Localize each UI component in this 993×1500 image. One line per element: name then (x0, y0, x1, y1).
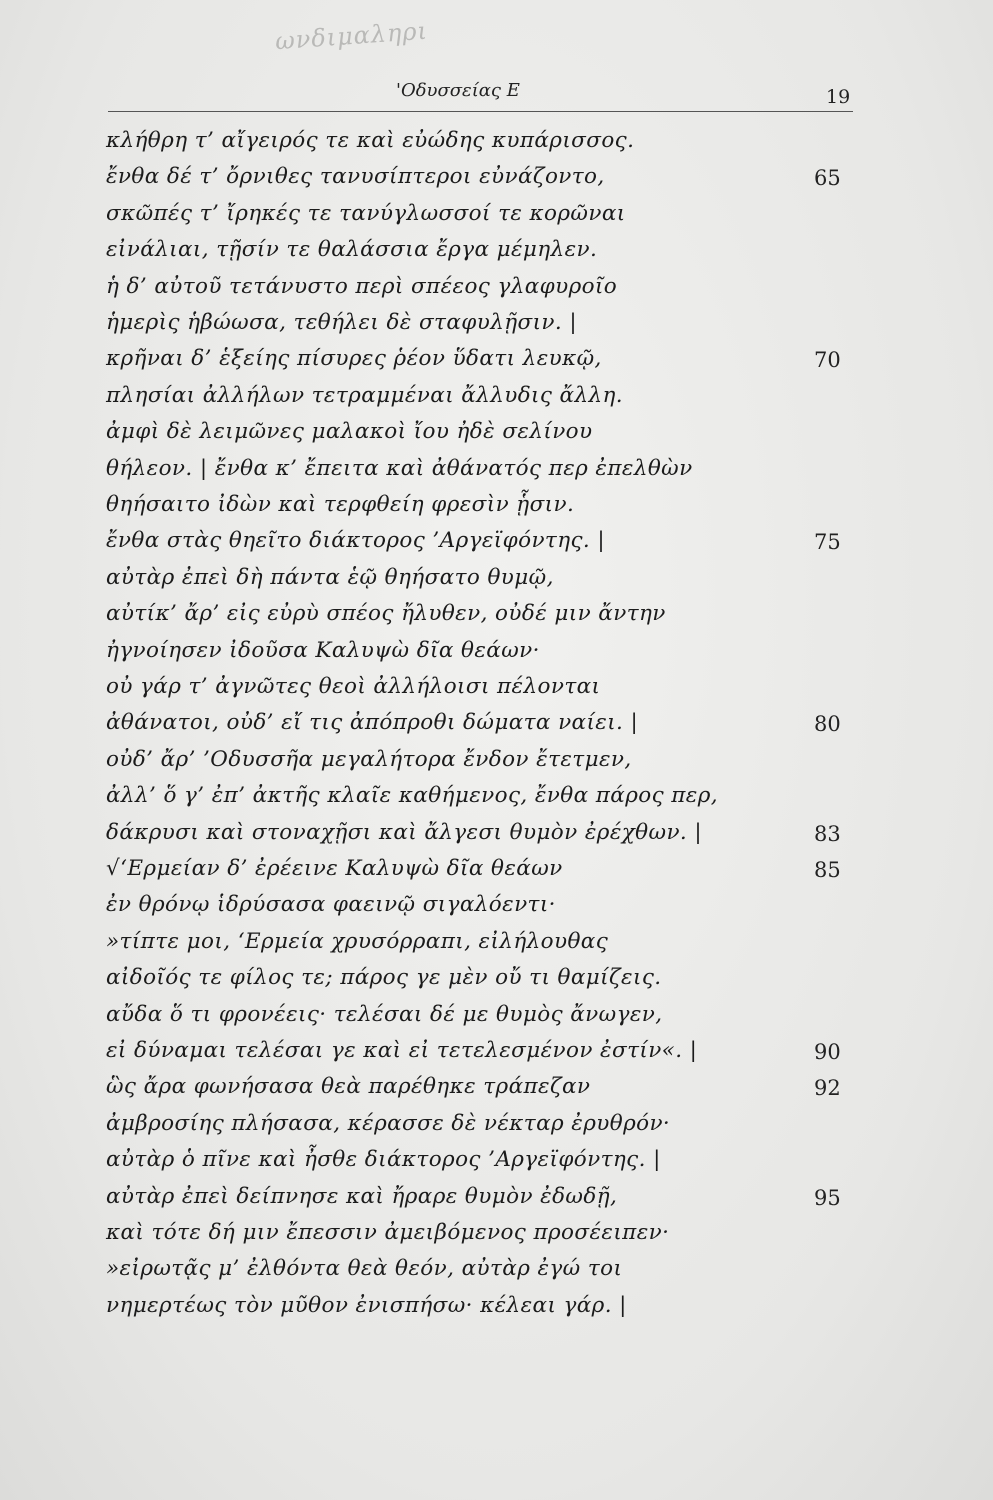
verse-line: θηήσαιτο ἰδὼν καὶ τερφθείη φρεσὶν ᾗσιν. (106, 492, 575, 517)
verse-line: »εἰρωτᾷς μ’ ἐλθόντα θεὰ θεόν, αὐτὰρ ἐγώ τοι (106, 1256, 623, 1282)
running-head: 'Οδυσσείας Ε (396, 80, 520, 101)
verse-line: ἀλλ’ ὅ γ’ ἐπ’ ἀκτῆς κλαῖε καθήμενος, ἔνθα πάρος περ, (106, 783, 719, 809)
line-number: 85 (814, 858, 841, 882)
line-number: 80 (814, 712, 841, 737)
verse-line: καὶ τότε δή μιν ἔπεσσιν ἀμειβόμενος προσέειπεν· (106, 1220, 670, 1245)
verse-line: κλήθρη τ’ αἴγειρός τε καὶ εὐώδης κυπάρισσος. (106, 128, 635, 153)
pencil-annotation: ωνδιμαληρι (274, 16, 429, 56)
verse-line: ὣς ἄρα φωνήσασα θεὰ παρέθηκε τράπεζαν (106, 1074, 591, 1100)
verse-line: √‘Ερμείαν δ’ ἐρέεινε Καλυψὼ δῖα θεάων (106, 856, 563, 881)
verse-line: ἡ δ’ αὐτοῦ τετάνυστο περὶ σπέεος γλαφυροῖο (106, 273, 618, 299)
verse-line: νημερτέως τὸν μῦθον ἐνισπήσω· κέλεαι γάρ. | (106, 1292, 627, 1318)
verse-line: οὐδ’ ἄρ’ ’Οδυσσῆα μεγαλήτορα ἔνδον ἔτετμεν, (106, 746, 632, 772)
verse-line: ἔνθα δέ τ’ ὄρνιθες τανυσίπτεροι εὐνάζοντο, (106, 164, 605, 190)
verse-line: σκῶπές τ’ ἴρηκές τε τανύγλωσσοί τε κορῶναι (106, 200, 626, 226)
line-number: 70 (814, 348, 841, 373)
verse-line: ἀμβροσίης πλήσασα, κέρασσε δὲ νέκταρ ἐρυθρόν· (106, 1110, 671, 1136)
verse-line: οὐ γάρ τ’ ἀγνῶτες θεοὶ ἀλλήλοισι πέλονται (106, 674, 601, 699)
line-number: 83 (814, 821, 841, 846)
verse-line: αὐτίκ’ ἄρ’ εἰς εὐρὺ σπέος ἤλυθεν, οὐδέ μιν ἄντην (106, 601, 666, 627)
line-number: 65 (814, 166, 841, 191)
verse-line: ἡμερὶς ἡβώωσα, τεθήλει δὲ σταφυλῇσιν. | (106, 310, 577, 335)
verse-line: αἰδοῖός τε φίλος τε; πάρος γε μὲν οὔ τι θαμίζεις. (106, 965, 662, 991)
verse-line: δάκρυσι καὶ στοναχῇσι καὶ ἄλγεσι θυμὸν ἐρέχθων. | (106, 819, 703, 845)
verse-line: πλησίαι ἀλλήλων τετραμμέναι ἄλλυδις ἄλλη. (106, 382, 624, 408)
verse-line: ἠγνοίησεν ἰδοῦσα Καλυψὼ δῖα θεάων· (106, 637, 540, 663)
verse-line: αὐτὰρ ὁ πῖνε καὶ ἦσθε διάκτορος ’Αργεϊφόντης. | (106, 1147, 661, 1173)
verse-line: θήλεον. | ἔνθα κ’ ἔπειτα καὶ ἀθάνατός περ ἐπελθὼν (106, 455, 693, 481)
verse-line: αὐτὰρ ἐπεὶ δείπνησε καὶ ἤραρε θυμὸν ἐδωδῇ, (106, 1183, 618, 1209)
verse-line: αὐτὰρ ἐπεὶ δὴ πάντα ἑῷ θηήσατο θυμῷ, (106, 564, 554, 590)
line-number: 92 (814, 1076, 841, 1101)
verse-line: ἀμφὶ δὲ λειμῶνες μαλακοὶ ἴου ἠδὲ σελίνου (106, 419, 593, 445)
verse-line: κρῆναι δ’ ἑξείης πίσυρες ῥέον ὕδατι λευκῷ, (106, 346, 602, 372)
verse-line: »τίπτε μοι, ‘Ερμεία χρυσόρραπι, εἰλήλουθας (106, 928, 609, 954)
line-number: 75 (814, 530, 841, 555)
line-number: 90 (814, 1040, 841, 1064)
verse-line: εἰ δύναμαι τελέσαι γε καὶ εἰ τετελεσμένον ἐστίν«. | (106, 1038, 698, 1063)
verse-line: ἐν θρόνῳ ἱδρύσασα φαεινῷ σιγαλόεντι· (106, 892, 556, 918)
header-rule (108, 111, 853, 112)
verse-line: αὔδα ὅ τι φρονέεις· τελέσαι δέ με θυμὸς ἄνωγεν, (106, 1001, 663, 1027)
page-number: 19 (826, 86, 851, 108)
verse-line: ἔνθα στὰς θηεῖτο διάκτορος ’Αργεϊφόντης. | (106, 528, 606, 554)
verse-line: ἀθάνατοι, οὐδ’ εἴ τις ἀπόπροθι δώματα ναίει. | (106, 710, 639, 736)
line-number: 95 (814, 1185, 841, 1210)
verse-line: εἰνάλιαι, τῇσίν τε θαλάσσια ἔργα μέμηλεν. (106, 237, 598, 263)
